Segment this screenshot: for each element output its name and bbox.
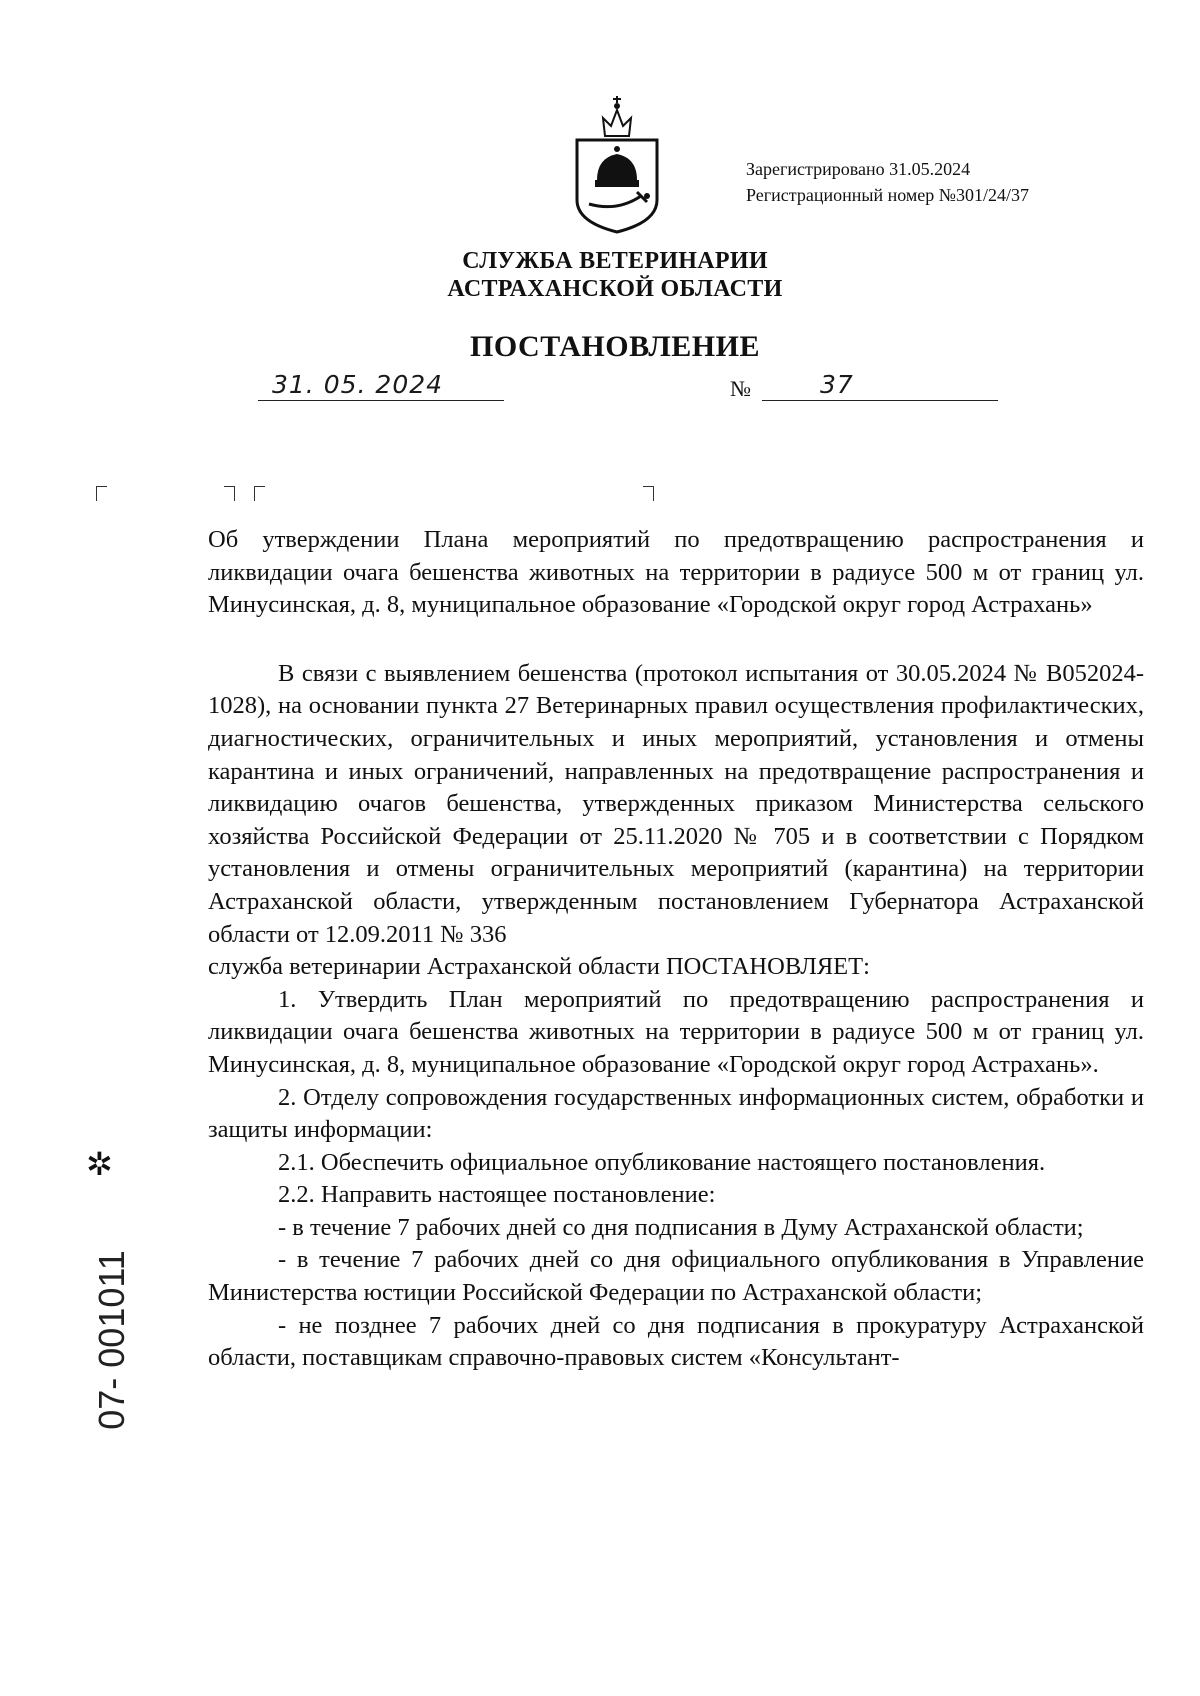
bullet-duma: - в течение 7 рабочих дней со дня подписания в Думу Астраханской области; <box>278 1213 1084 1241</box>
registration-date: Зарегистрировано 31.05.2024 <box>746 159 971 179</box>
item-2-2: 2.2. Направить настоящее постановление: <box>278 1181 716 1209</box>
document-type-title: ПОСТАНОВЛЕНИЕ <box>470 330 760 363</box>
item-2: 2. Отделу сопровождения государственных информационных систем, обработки и защиты информации: <box>208 1083 1144 1144</box>
date-underline <box>258 400 504 401</box>
preamble-paragraph: В связи с выявлением бешенства (протокол испытания от 30.05.2024 № В052024-1028), на основании пункта 27 Ветеринарных правил осуществления профилактических, диагностических, ограничительных и иных мероприятий, установления и отмены карантина и иных ограничений, направленных на предотвращение распространения и ликвидацию очагов бешенства, утвержденных приказом Министерства сельского хозяйства Российской Федерации от 25.11.2020 № 705 и в соответствии с Порядком установления и отмены ограничительных мероприятий (карантина) на территории Астраханской области, утвержденным постановлением Губернатора Астраханской области от 12.09.2011 № 336 <box>208 659 1144 948</box>
item-1: 1. Утвердить План мероприятий по предотвращению распространения и ликвидации очага бешенства животных на территории в радиусе 500 м от границ ул. Минусинская, д. 8, муниципальное образование «Городской округ город Астрахань». <box>208 985 1144 1078</box>
margin-stamp <box>92 1240 132 1440</box>
asterisk-mark: ✲ <box>86 1145 113 1183</box>
organization-name-line2: АСТРАХАНСКОЙ ОБЛАСТИ <box>447 276 783 302</box>
corner-mark-right <box>643 486 654 501</box>
coat-of-arms-icon <box>567 88 667 236</box>
number-underline <box>762 400 998 401</box>
item-2-1: 2.1. Обеспечить официальное опубликование настоящего постановления. <box>278 1148 1046 1176</box>
number-sign: № <box>730 376 751 401</box>
corner-mark-mid-right <box>224 486 235 501</box>
corner-mark-mid-left <box>254 486 265 501</box>
resolution-line: служба ветеринарии Астраханской области ПОСТАНОВЛЯЕТ: <box>208 953 870 981</box>
document-subject: Об утверждении Плана мероприятий по предотвращению распространения и ликвидации очага бешенства животных на территории в радиусе 500 м от границ ул. Минусинская, д. 8, муниципальное образование «Городской округ город Астрахань» <box>208 526 1144 619</box>
margin-stamp-number: 07- 001011 <box>91 1250 132 1430</box>
document-body <box>208 524 1144 1375</box>
bullet-justice-ministry: - в течение 7 рабочих дней со дня официального опубликования в Управление Министерства юстиции Российской Федерации по Астраханской области; <box>208 1246 1144 1307</box>
corner-mark-left <box>96 486 107 501</box>
document-number: 37 <box>820 370 854 399</box>
document-date: 31. 05. 2024 <box>272 370 444 399</box>
organization-name-line1: СЛУЖБА ВЕТЕРИНАРИИ <box>462 248 768 274</box>
registration-number: Регистрационный номер №301/24/37 <box>746 185 1029 205</box>
bullet-prosecutor: - не позднее 7 рабочих дней со дня подписания в прокуратуру Астраханской области, поставщикам справочно-правовых систем «Консультант- <box>208 1311 1144 1372</box>
